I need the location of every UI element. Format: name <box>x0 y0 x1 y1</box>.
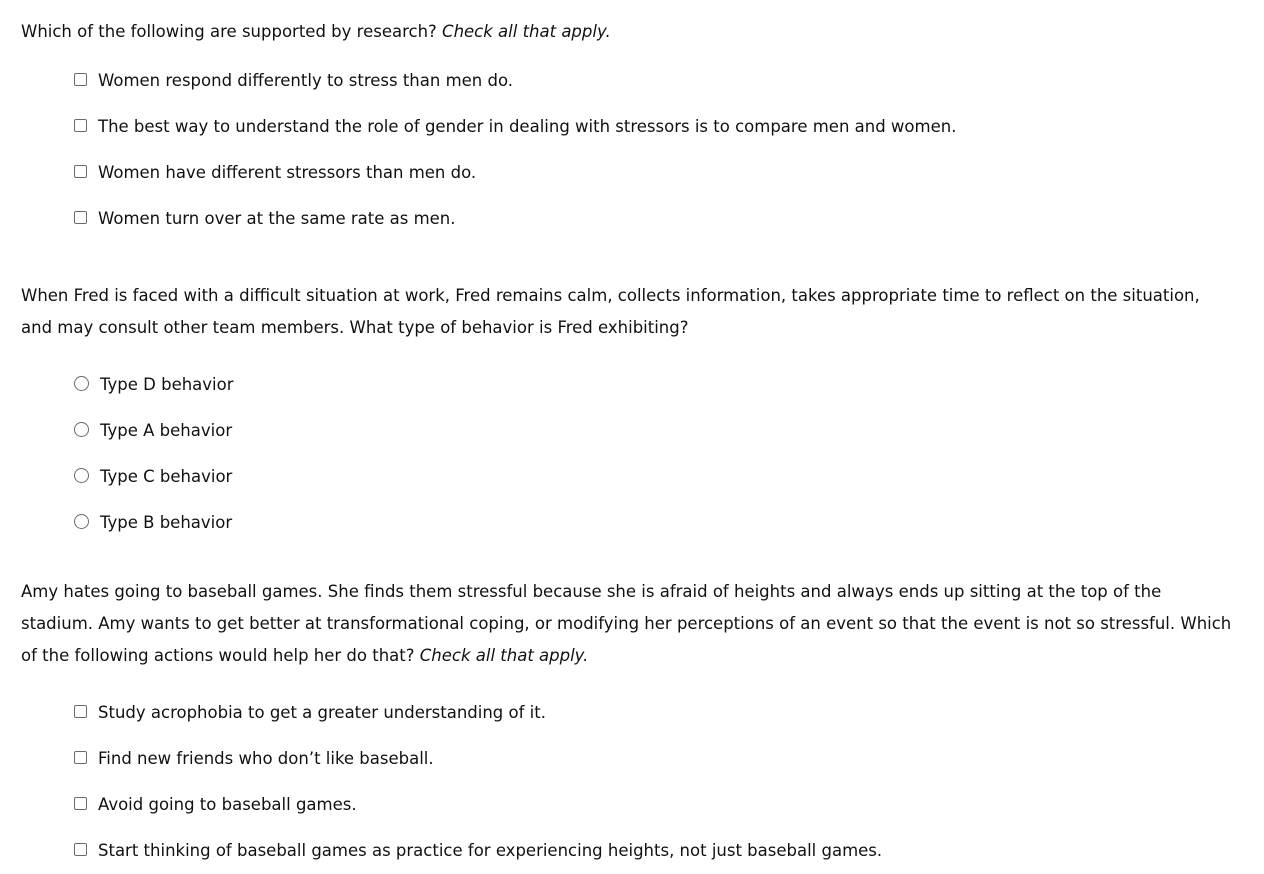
question-1-options <box>74 57 956 241</box>
option-label: Study acrophobia to get a greater understanding of it. <box>98 702 546 722</box>
option-label: Type C behavior <box>100 466 233 486</box>
checkbox[interactable] <box>74 211 87 224</box>
question-2-options <box>74 361 234 545</box>
question-2-option-1[interactable] <box>74 361 234 407</box>
radio-button[interactable] <box>74 468 89 483</box>
checkbox[interactable] <box>74 73 87 86</box>
question-3-option-3[interactable] <box>74 781 882 827</box>
question-2-option-3[interactable] <box>74 453 234 499</box>
question-2-option-2[interactable] <box>74 407 234 453</box>
radio-button[interactable] <box>74 376 89 391</box>
option-label: The best way to understand the role of gender in dealing with stressors is to compare men and women. <box>98 116 957 136</box>
question-1-option-1[interactable] <box>74 57 956 103</box>
question-3 <box>21 576 1236 860</box>
question-3-option-4[interactable] <box>74 827 882 873</box>
question-3-options <box>74 689 882 873</box>
question-3-prompt-text: Amy hates going to baseball games. She finds them stressful because she is afraid of heights and always ends up sitting at the top of the stadium. Amy wants to get better at transformational coping, or modifying her perceptions of an event so that the event is not so stressful. Which of the following actions would help her do that? <box>21 582 1232 665</box>
checkbox[interactable] <box>74 751 87 764</box>
option-label: Type B behavior <box>100 512 233 532</box>
question-2-option-4[interactable] <box>74 499 234 545</box>
question-2-prompt: When Fred is faced with a difficult situation at work, Fred remains calm, collects information, takes appropriate time to reflect on the situation, and may consult other team members. What type of behavior is Fred exhibiting? <box>21 286 1200 337</box>
option-label: Women have different stressors than men do. <box>98 162 477 182</box>
question-1-option-4[interactable] <box>74 195 956 241</box>
option-label: Avoid going to baseball games. <box>98 794 357 814</box>
question-3-option-1[interactable] <box>74 689 882 735</box>
question-2 <box>21 280 1236 532</box>
question-3-option-2[interactable] <box>74 735 882 781</box>
option-label: Women respond differently to stress than men do. <box>98 70 514 90</box>
checkbox[interactable] <box>74 843 87 856</box>
option-label: Start thinking of baseball games as practice for experiencing heights, not just baseball games. <box>98 840 883 860</box>
question-1-option-3[interactable] <box>74 149 956 195</box>
question-1-prompt-text: Which of the following are supported by research? <box>21 22 437 41</box>
option-label: Women turn over at the same rate as men. <box>98 208 456 228</box>
radio-button[interactable] <box>74 514 89 529</box>
question-1-prompt <box>21 16 1236 48</box>
question-1-prompt-emphasis: Check all that apply. <box>442 22 611 41</box>
question-1 <box>21 16 1236 228</box>
question-3-prompt <box>21 576 1236 672</box>
checkbox[interactable] <box>74 119 87 132</box>
checkbox[interactable] <box>74 165 87 178</box>
option-label: Find new friends who don’t like baseball. <box>98 748 434 768</box>
question-1-option-2[interactable] <box>74 103 956 149</box>
checkbox[interactable] <box>74 797 87 810</box>
checkbox[interactable] <box>74 705 87 718</box>
radio-button[interactable] <box>74 422 89 437</box>
option-label: Type A behavior <box>100 420 233 440</box>
question-3-prompt-emphasis: Check all that apply. <box>419 646 589 665</box>
option-label: Type D behavior <box>100 374 234 394</box>
